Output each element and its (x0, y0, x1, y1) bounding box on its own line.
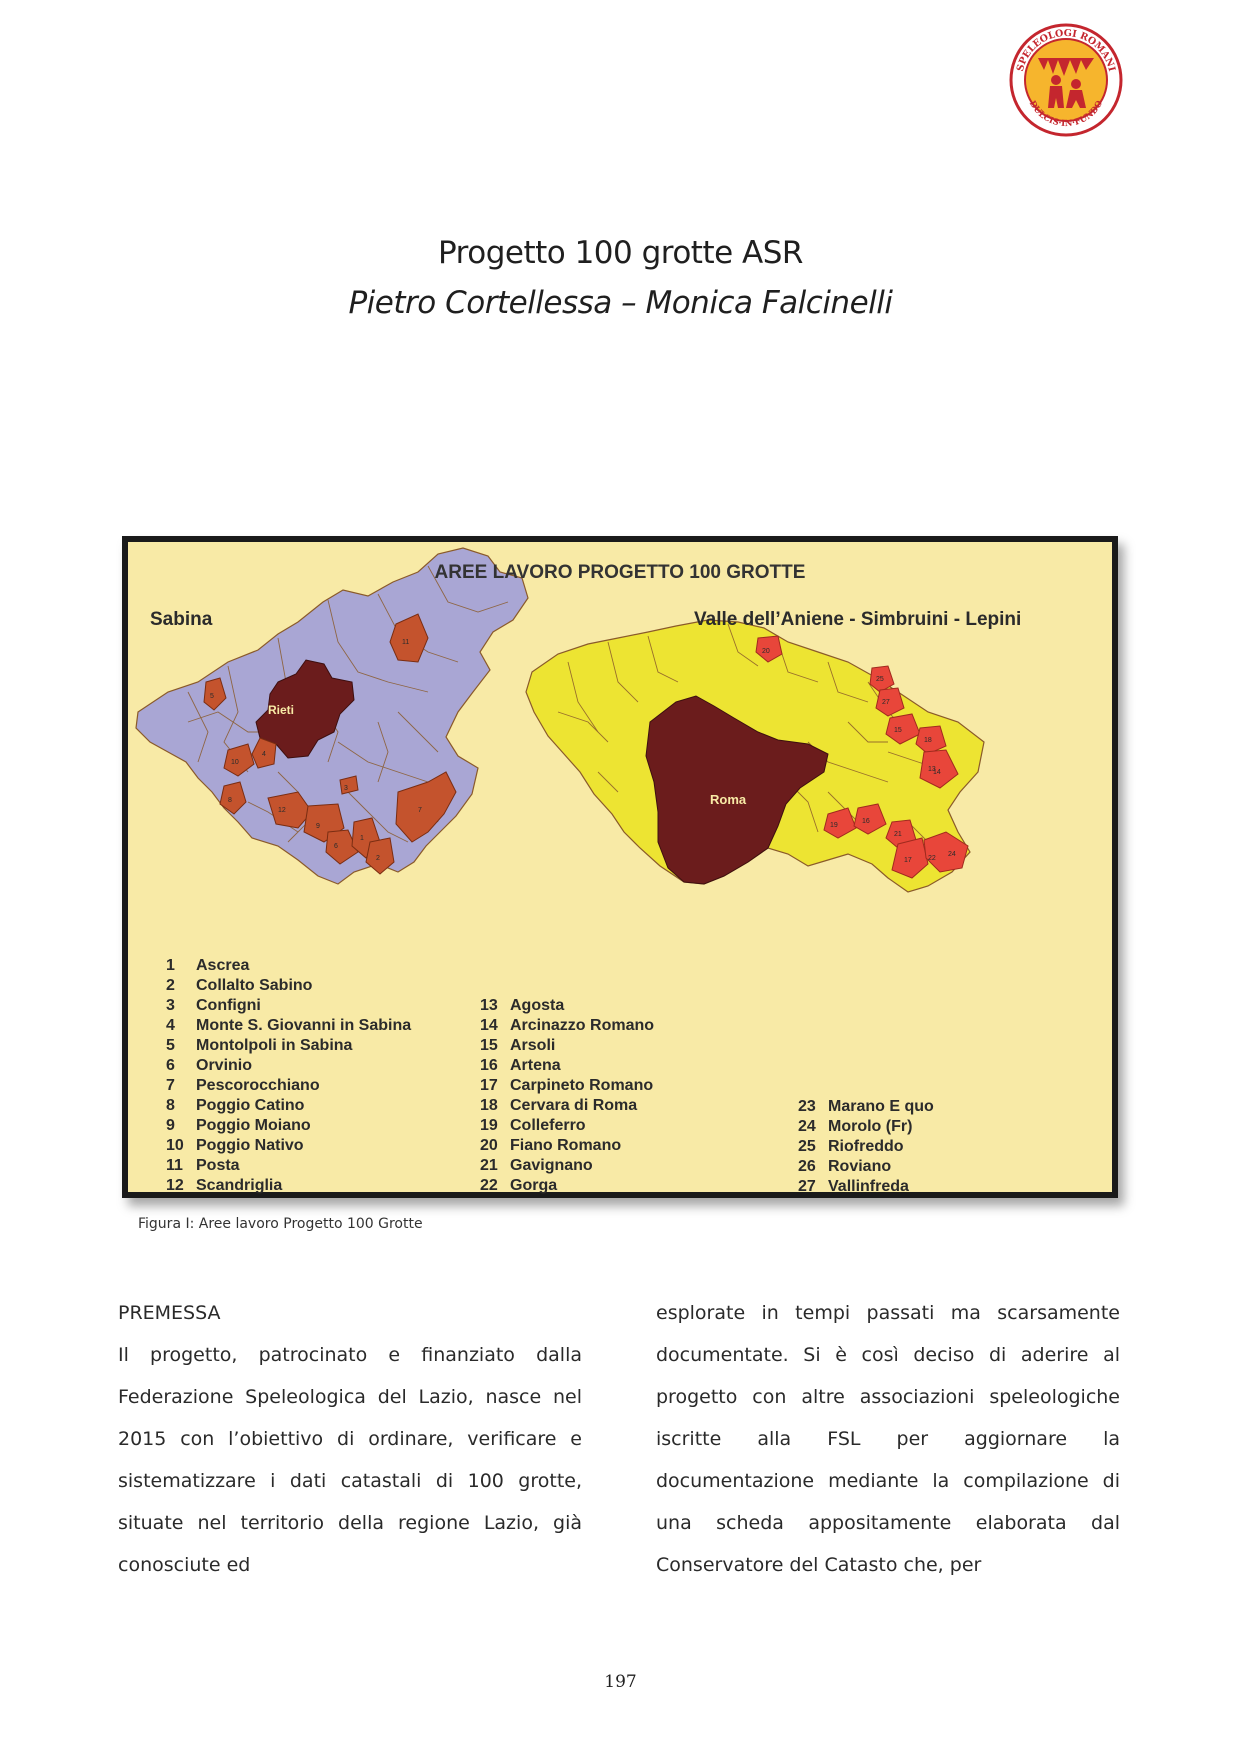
legend-number: 7 (166, 1077, 175, 1094)
legend-item (480, 1016, 654, 1036)
legend-number: 20 (480, 1137, 498, 1154)
legend-name: Montolpoli in Sabina (196, 1037, 353, 1054)
legend-name: Pescorocchiano (196, 1077, 320, 1094)
legend-number: 23 (798, 1098, 816, 1115)
section-heading: PREMESSA (118, 1302, 221, 1324)
paragraph-left: Il progetto, patrocinato e finanziato dalla Federazione Speleologica del Lazio, nasce nel 2015 con l’obiettivo di ordinare, verificare e sistematizzare i dati catastali di 100 grotte, situate nel territorio della regione Lazio, già conosciute ed (118, 1344, 582, 1576)
legend-item (798, 1117, 934, 1137)
legend-number: 24 (798, 1118, 816, 1135)
article-authors: Pietro Cortellessa – Monica Falcinelli (348, 285, 893, 321)
legend-number: 17 (480, 1077, 498, 1094)
legend-number: 25 (798, 1138, 816, 1155)
legend-number: 18 (480, 1097, 498, 1114)
legend-name: Colleferro (510, 1117, 586, 1134)
legend-number: 15 (480, 1037, 498, 1054)
map-num: 13 (928, 766, 936, 773)
legend-item (798, 1137, 934, 1157)
legend-number: 19 (480, 1117, 498, 1134)
legend-number: 21 (480, 1157, 498, 1174)
legend-column-1 (166, 956, 411, 1196)
logo-text-bottom: DULCIS·IN·FUNDO (1026, 99, 1106, 130)
figure-title: AREE LAVORO PROGETTO 100 GROTTE (434, 562, 806, 583)
legend-name: Poggio Moiano (196, 1117, 311, 1134)
map-num: 24 (948, 851, 956, 858)
legend-item (798, 1097, 934, 1117)
map-num: 1 (360, 835, 364, 842)
legend-name: Marano E quo (828, 1098, 934, 1115)
map-num: 22 (928, 855, 936, 862)
legend-number: 4 (166, 1017, 175, 1034)
map-num: 12 (278, 807, 286, 814)
map-num: 4 (262, 751, 266, 758)
legend-item (166, 1096, 411, 1116)
legend-item (798, 1177, 934, 1197)
map-num: 25 (876, 676, 884, 683)
legend-item (480, 1156, 654, 1176)
legend-number: 14 (480, 1017, 498, 1034)
page-number: 197 (604, 1672, 637, 1692)
legend-item (166, 1036, 411, 1056)
region-label-aniene: Valle dell’Aniene - Simbruini - Lepini (694, 609, 1022, 630)
legend-name: Arcinazzo Romano (510, 1017, 655, 1034)
legend-number: 22 (480, 1177, 498, 1194)
legend-item (166, 956, 411, 976)
map-num: 9 (316, 823, 320, 830)
legend-number: 11 (166, 1157, 183, 1174)
legend-item (480, 1076, 654, 1096)
legend-item (166, 1156, 411, 1176)
text-column-left (118, 1292, 582, 1586)
map-num: 10 (231, 759, 239, 766)
legend-name: Riofreddo (828, 1138, 904, 1155)
legend-name: Cervara di Roma (510, 1097, 638, 1114)
map-num: 19 (830, 822, 838, 829)
legend-number: 12 (166, 1177, 184, 1194)
map-num: 2 (376, 855, 380, 862)
map-figure (122, 536, 1118, 1198)
legend-number: 10 (166, 1137, 184, 1154)
legend-number: 1 (166, 957, 175, 974)
legend-name: Morolo (Fr) (828, 1118, 913, 1135)
legend-name: Monte S. Giovanni in Sabina (196, 1017, 412, 1034)
map-num: 6 (334, 843, 338, 850)
legend-item (166, 1116, 411, 1136)
legend-number: 16 (480, 1057, 498, 1074)
roma-label: Roma (710, 792, 747, 807)
map-num: 16 (862, 818, 870, 825)
legend-item (166, 1136, 411, 1156)
legend-item (166, 1076, 411, 1096)
legend-item (480, 1136, 654, 1156)
legend-item (166, 1056, 411, 1076)
legend-column-3 (798, 1097, 934, 1197)
legend-name: Poggio Nativo (196, 1137, 304, 1154)
map-num: 15 (894, 727, 902, 734)
map-num: 5 (210, 693, 214, 700)
legend-name: Fiano Romano (510, 1137, 622, 1154)
legend-name: Gorga (510, 1177, 558, 1194)
legend-item (480, 1096, 654, 1116)
legend-number: 9 (166, 1117, 175, 1134)
map-num: 20 (762, 648, 770, 655)
legend-item (166, 1176, 411, 1196)
legend-item (480, 1056, 654, 1076)
legend-number: 26 (798, 1158, 816, 1175)
legend-item (798, 1157, 934, 1177)
legend-number: 6 (166, 1057, 175, 1074)
map-num: 17 (904, 857, 912, 864)
legend-item (480, 996, 654, 1016)
legend-name: Carpineto Romano (510, 1077, 654, 1094)
legend-name: Vallinfreda (828, 1178, 909, 1195)
speleologi-romani-logo (1008, 22, 1124, 138)
map-num: 11 (402, 639, 410, 646)
legend-number: 3 (166, 997, 175, 1014)
figure-caption: Figura I: Aree lavoro Progetto 100 Grotte (138, 1216, 423, 1232)
legend-name: Configni (196, 997, 261, 1014)
map-num: 8 (228, 797, 232, 804)
legend-item (166, 976, 411, 996)
legend-name: Artena (510, 1057, 561, 1074)
legend-name: Agosta (510, 997, 565, 1014)
legend-item (166, 996, 411, 1016)
legend-name: Collalto Sabino (196, 977, 313, 994)
legend-number: 5 (166, 1037, 175, 1054)
legend-name: Posta (196, 1157, 240, 1174)
legend-item (480, 1176, 654, 1196)
region-label-sabina: Sabina (150, 609, 213, 630)
legend-item (480, 1036, 654, 1056)
map-num: 3 (344, 785, 348, 792)
legend-name: Orvinio (196, 1057, 253, 1074)
legend-column-2 (480, 996, 654, 1196)
legend-name: Roviano (828, 1158, 892, 1175)
map-num: 27 (882, 699, 890, 706)
legend-item (480, 1116, 654, 1136)
legend-name: Scandriglia (196, 1177, 283, 1194)
legend-name: Ascrea (196, 957, 250, 974)
rieti-label: Rieti (268, 703, 295, 717)
legend-name: Gavignano (510, 1157, 593, 1174)
map-num: 21 (894, 831, 902, 838)
legend-item (166, 1016, 411, 1036)
map-num: 14 (933, 769, 941, 776)
text-column-right (656, 1292, 1120, 1586)
paragraph-right: esplorate in tempi passati ma scarsamente documentate. Si è così deciso di aderire al progetto con altre associazioni speleologiche iscritte alla FSL per aggiornare la documentazione mediante la compilazione di una scheda appositamente elaborata dal Conservatore del Catasto che, per (656, 1302, 1120, 1576)
legend-number: 8 (166, 1097, 175, 1114)
article-header (0, 228, 1241, 328)
legend-number: 13 (480, 997, 498, 1014)
logo-text-top: SPELEOLOGI ROMANI (1014, 27, 1118, 73)
legend-name: Arsoli (510, 1037, 556, 1054)
legend-number: 2 (166, 977, 175, 994)
map-num: 18 (924, 737, 932, 744)
legend-name: Poggio Catino (196, 1097, 305, 1114)
article-title: Progetto 100 grotte ASR (438, 235, 803, 271)
map-num: 7 (418, 807, 422, 814)
legend-number: 27 (798, 1178, 816, 1195)
